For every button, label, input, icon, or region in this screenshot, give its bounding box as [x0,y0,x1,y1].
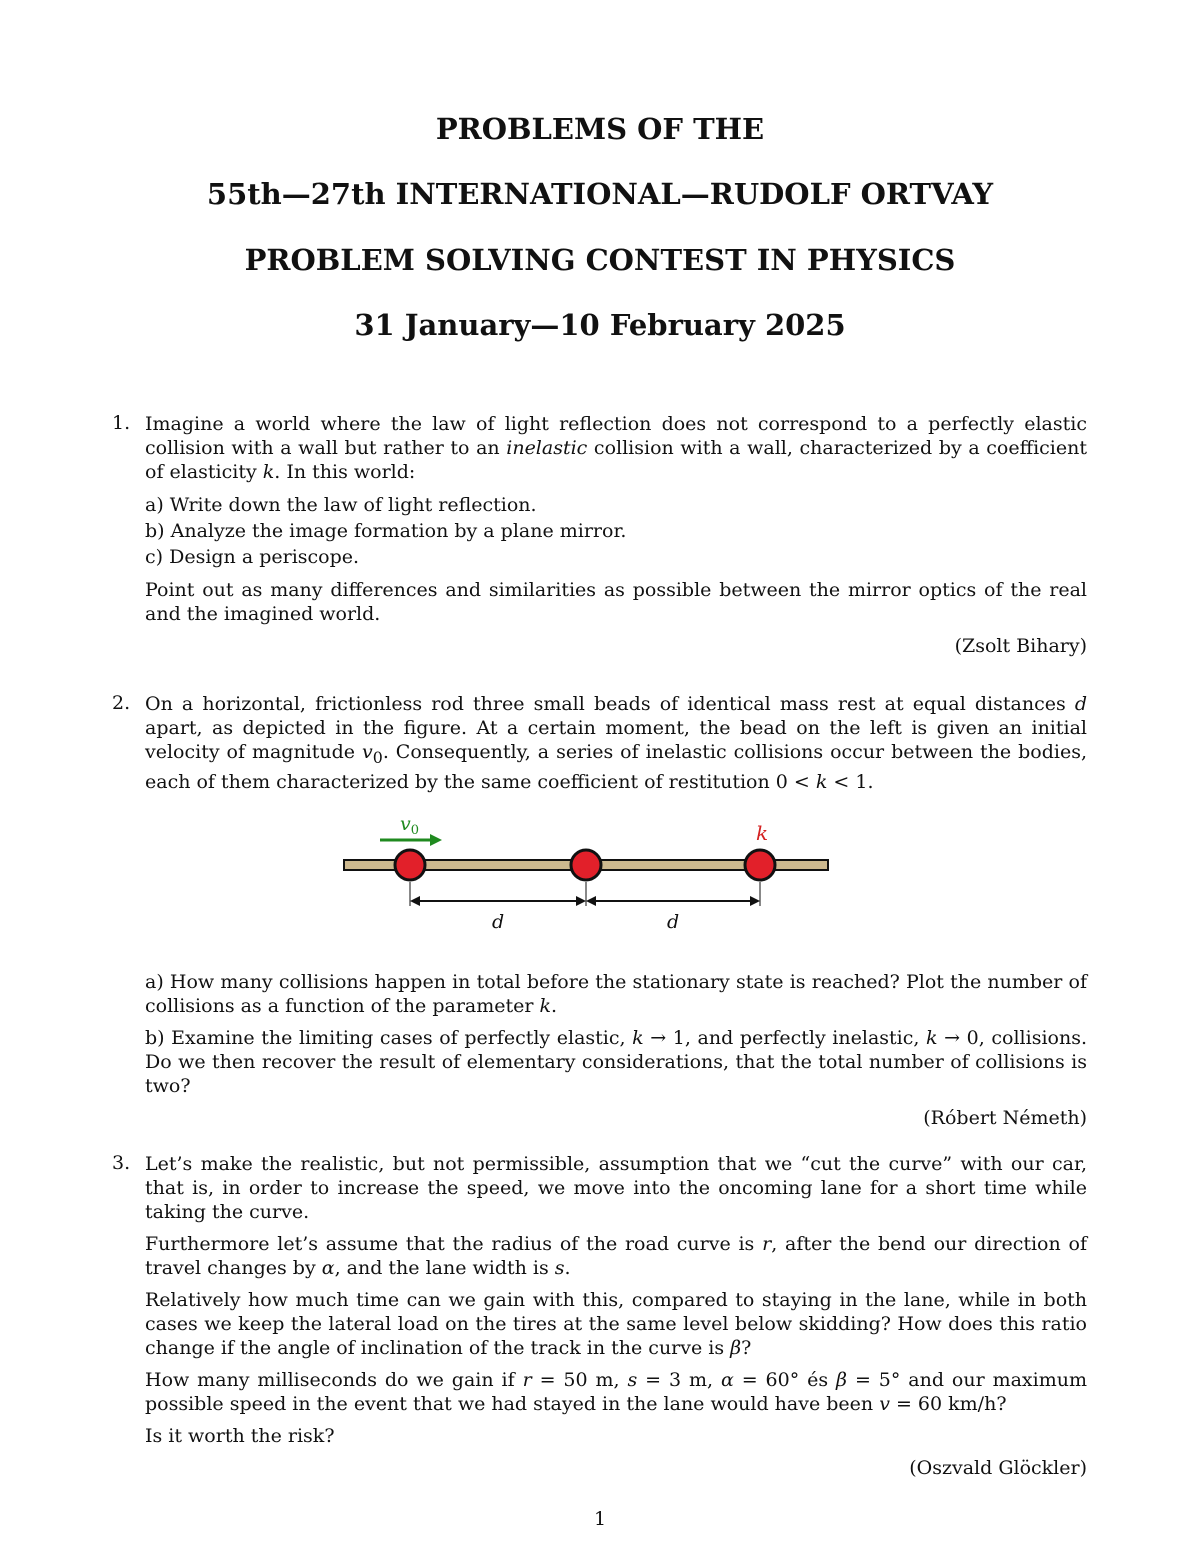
title-line-2: 55th—27th INTERNATIONAL—RUDOLF ORTVAY [206,177,994,211]
problem-2-part-a: a) How many collisions happen in total before the stationary state is reached? Plot the number of collisions as a function of the parameter k. [145,970,1087,1017]
bead-right [745,850,775,880]
problem-3 [112,1152,1087,1480]
problem-3-para-3: Relatively how much time can we gain with this, compared to staying in the lane, while in both cases we keep the lateral load on the tires at the same level below skidding? How does this ratio change if the angle of inclination of the track in the curve is β? [145,1289,1087,1359]
problem-2-author: (Róbert Németh) [923,1106,1087,1129]
velocity-arrowhead [430,834,442,846]
problem-3-para-2: Furthermore let’s assume that the radius of the road curve is r, after the bend our direction of travel changes by α, and the lane width is s. [145,1233,1087,1279]
problem-3-para-5: Is it worth the risk? [145,1425,335,1447]
problem-1-closing: Point out as many differences and similarities as possible between the mirror optics of the real and the imagined world. [145,579,1087,625]
problem-1-intro: Imagine a world where the law of light reflection does not correspond to a perfectly elastic collision with a wall but rather to an inelastic collision with a wall, characterized by a coefficient of elasticity k. In this world: [145,413,1087,483]
title-line-3: PROBLEM SOLVING CONTEST IN PHYSICS [244,243,956,277]
problem-2-intro: On a horizontal, frictionless rod three small beads of identical mass rest at equal distances d apart, as depicted in the figure. At a certain moment, the bead on the left is given an initial velocity of magnitude $v_0$. Consequently, a series of inelastic collisions occur between the bodies, each of them characterized by the same coefficient of restitution 0 < k < 1. [145,693,1087,793]
problem-number: 1. [112,412,131,434]
k-label: k [756,821,769,845]
bead-left [395,850,425,880]
problem-1-author: (Zsolt Bihary) [954,635,1087,657]
distance-label-1: d [492,911,505,933]
problem-1-item-c: c) Design a periscope. [145,546,360,568]
page-number: 1 [593,1508,607,1530]
problem-3-para-4: How many milliseconds do we gain if r = 50 m, s = 3 m, α = 60° és β = 5° and our maximum possible speed in the event that we had stayed in the lane would have been v = 60 km/h? [145,1369,1087,1415]
problem-3-para-1: Let’s make the realistic, but not permissible, assumption that we “cut the curve” with our car, that is, in order to increase the speed, we move into the oncoming lane for a short time while taking the curve. [145,1153,1087,1223]
distance-label-2: d [667,911,680,933]
title-line-1: PROBLEMS OF THE [435,112,765,146]
contest-dates: 31 January—10 February 2025 [354,308,846,342]
problem-number: 3. [112,1152,131,1174]
problem-1-item-b: b) Analyze the image formation by a plane mirror. [145,520,627,542]
problem-2-part-b: b) Examine the limiting cases of perfectly elastic, k → 1, and perfectly inelastic, k → 0, collisions. Do we then recover the result of elementary considerations, that the total number of collisions is two? [145,1026,1087,1097]
beads-figure [340,808,840,938]
problem-1-item-a: a) Write down the law of light reflection. [145,494,537,516]
problem-number: 2. [112,692,131,714]
problem-3-author: (Oszvald Glöckler) [909,1457,1087,1479]
velocity-label: $v_0$ [400,813,420,838]
bead-middle [571,850,601,880]
beads-diagram [340,808,840,938]
problem-1 [112,412,1087,658]
